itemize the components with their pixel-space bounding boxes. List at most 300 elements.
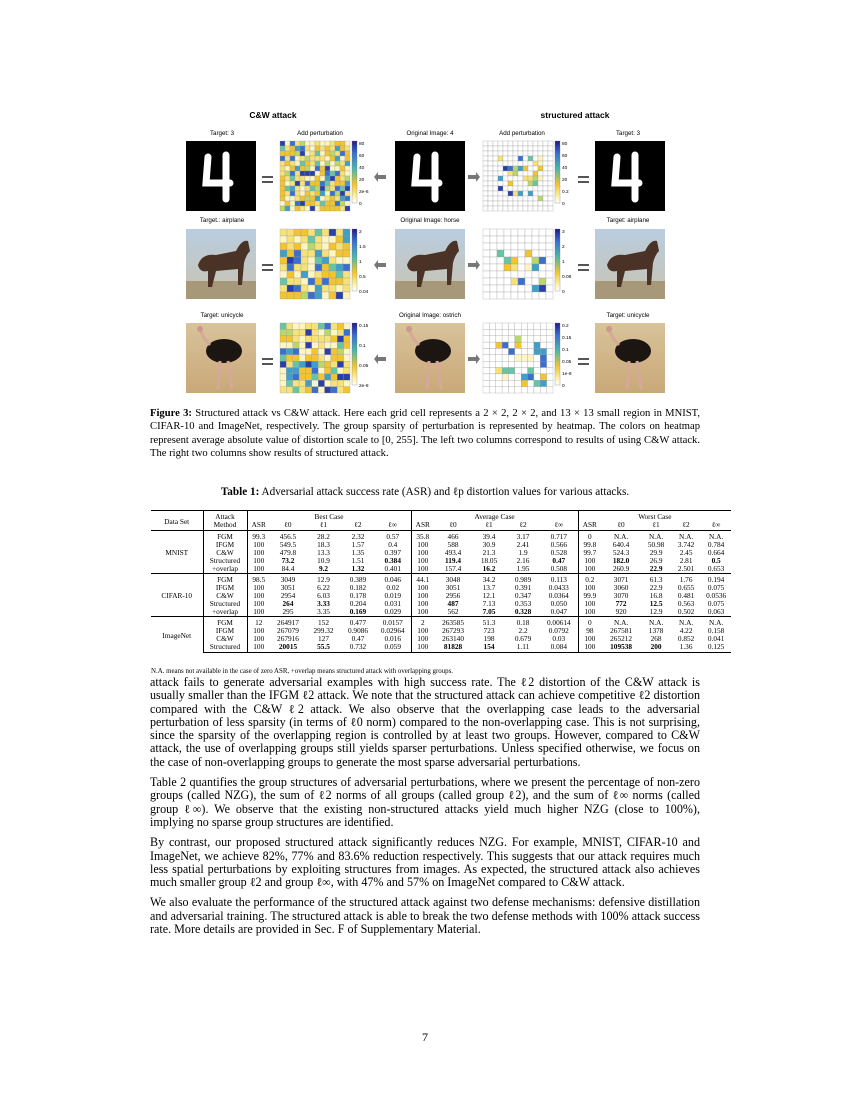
heatmap-cell <box>523 176 528 181</box>
heatmap-cell <box>335 201 340 206</box>
heatmap-cell <box>525 229 532 236</box>
heatmap-cell <box>518 151 523 156</box>
heatmap-cell <box>329 257 336 264</box>
value-cell: 100 <box>417 608 429 616</box>
heatmap-cell <box>280 146 285 151</box>
heatmap-cell <box>503 171 508 176</box>
heatmap-cell <box>299 348 305 354</box>
heatmap-cell <box>315 278 322 285</box>
heatmap-cell <box>320 161 325 166</box>
value-cell: 2954 <box>280 592 296 600</box>
heatmap-cell <box>293 368 299 374</box>
heatmap-cell <box>483 271 490 278</box>
heatmap-cell <box>518 161 523 166</box>
heatmap-cell <box>305 166 310 171</box>
heatmap-cell <box>315 141 320 146</box>
value-cell: 100 <box>253 635 265 643</box>
heatmap-cell <box>299 368 305 374</box>
table-row <box>151 549 731 557</box>
value-cell: 0.989 <box>506 574 540 585</box>
value-cell: 100 <box>411 643 434 653</box>
heatmap-cell <box>290 171 295 176</box>
heatmap-cell <box>548 171 553 176</box>
value-cell: 1.76 <box>671 574 701 585</box>
heatmap-cell <box>497 271 504 278</box>
value-cell: 263585 <box>434 617 472 628</box>
heatmap-cell <box>318 368 324 374</box>
heatmap-cell <box>508 380 514 386</box>
structured-heatmap <box>483 323 553 393</box>
heatmap-cell <box>322 292 329 299</box>
heatmap-cell <box>518 285 525 292</box>
heatmap-cell <box>515 329 521 335</box>
value-cell: 18.3 <box>317 541 330 549</box>
heatmap-cell <box>320 166 325 171</box>
value-cell: 100 <box>417 584 429 592</box>
figure-caption-label: Figure 3: <box>150 408 192 419</box>
value-cell: 0.00614 <box>540 617 578 628</box>
heatmap-cell <box>497 257 504 264</box>
heatmap-cell <box>345 141 350 146</box>
heatmap-cell <box>518 166 523 171</box>
heatmap-cell <box>538 166 543 171</box>
heatmap-cell <box>308 257 315 264</box>
heatmap-cell <box>340 156 345 161</box>
colorbar-tick-label: 0 <box>359 202 362 207</box>
figure-caption <box>150 407 700 461</box>
heatmap-cell <box>299 355 305 361</box>
heatmap-cell <box>528 348 534 354</box>
heatmap-cell <box>539 250 546 257</box>
value-cell: 0.0364 <box>540 592 578 600</box>
heatmap-cell <box>305 361 311 367</box>
value-cell: 100 <box>417 557 429 565</box>
imagenet-group <box>151 617 731 653</box>
heatmap-cell <box>331 355 337 361</box>
value-cell: 100 <box>578 643 601 653</box>
value-cell: 4.22 <box>679 627 693 635</box>
heatmap-cell <box>280 285 287 292</box>
heatmap-cell <box>331 380 337 386</box>
heatmap-cell <box>322 243 329 250</box>
heatmap-cell <box>300 191 305 196</box>
heatmap-cell <box>543 191 548 196</box>
value-cell: 588 <box>447 541 459 549</box>
heatmap-cell <box>305 151 310 156</box>
heatmap-cell <box>498 151 503 156</box>
heatmap-cell <box>534 374 540 380</box>
heatmap-cell <box>325 374 331 380</box>
heatmap-cell <box>312 342 318 348</box>
heatmap-cell <box>280 171 285 176</box>
value-cell: 100 <box>417 627 429 635</box>
th-col: ℓ0 <box>601 521 641 531</box>
value-cell: 562 <box>447 608 459 616</box>
heatmap-cell <box>547 368 553 374</box>
heatmap-cell <box>294 271 301 278</box>
heatmap-cell <box>315 186 320 191</box>
heatmap-cell <box>299 361 305 367</box>
heatmap-cell <box>547 374 553 380</box>
value-cell: 0.075 <box>707 600 725 608</box>
heatmap-cell <box>280 250 287 257</box>
heatmap-cell <box>305 368 311 374</box>
paragraph-2: Table 2 quantifies the group structures of adversarial perturbations, where we present the percentage of non-zero groups (called NZG), the sum of ℓ2 norms of all groups (called group ℓ2), and the sum of ℓ∞ norms (called group ℓ∞). We observe that the existing non-structured attacks yield much higher NZG (close to 100%), implying no sparse group structures are identified. <box>150 775 700 829</box>
heatmap-cell <box>528 146 533 151</box>
heatmap-cell <box>503 146 508 151</box>
heatmap-cell <box>511 292 518 299</box>
heatmap-cell <box>295 191 300 196</box>
heatmap-cell <box>344 342 350 348</box>
heatmap-cell <box>315 166 320 171</box>
heatmap-cell <box>518 257 525 264</box>
heatmap-cell <box>294 292 301 299</box>
value-cell: 0.391 <box>514 584 532 592</box>
heatmap-cell <box>295 176 300 181</box>
heatmap-cell <box>337 361 343 367</box>
value-cell: 0.328 <box>514 608 532 616</box>
value-cell: 0.047 <box>540 608 578 617</box>
value-cell: 73.2 <box>281 557 295 565</box>
value-cell: 260.9 <box>612 565 630 573</box>
heatmap-cell <box>540 368 546 374</box>
heatmap-cell <box>335 206 340 211</box>
heatmap-cell <box>504 257 511 264</box>
heatmap-cell <box>331 368 337 374</box>
heatmap-cell <box>493 181 498 186</box>
heatmap-cell <box>293 342 299 348</box>
th-worst-case <box>578 511 731 522</box>
cw-heatmap <box>280 229 350 299</box>
structured-attack-header: structured attack <box>540 110 610 120</box>
value-cell: 100 <box>253 557 265 565</box>
value-cell: 268 <box>650 635 662 643</box>
equals-icon <box>578 363 589 365</box>
value-cell: 99.3 <box>247 531 270 542</box>
colorbar-gradient <box>352 323 357 385</box>
heatmap-cell <box>340 201 345 206</box>
heatmap-cell <box>533 181 538 186</box>
heatmap-cell <box>285 146 290 151</box>
row3-orig-image <box>395 323 465 393</box>
value-cell: 2.81 <box>679 557 693 565</box>
heatmap-cell <box>312 348 318 354</box>
heatmap-cell <box>539 243 546 250</box>
heatmap-cell <box>518 146 523 151</box>
heatmap-cell <box>540 380 546 386</box>
heatmap-cell <box>508 191 513 196</box>
heatmap-cell <box>286 348 292 354</box>
heatmap-cell <box>528 161 533 166</box>
heatmap-cell <box>543 171 548 176</box>
heatmap-cell <box>305 191 310 196</box>
heatmap-cell <box>540 355 546 361</box>
value-cell: 0.03 <box>540 635 578 643</box>
value-cell: 2.41 <box>516 541 530 549</box>
heatmap-cell <box>305 329 311 335</box>
colorbar-tick-label: 0.15 <box>562 336 572 341</box>
heatmap-cell <box>285 156 290 161</box>
colorbar-tick-label: 0.08 <box>562 275 572 280</box>
row1-add-left-label: Add perturbation <box>297 130 343 137</box>
th-average-case-label: Average Case <box>434 512 554 521</box>
heatmap-cell <box>490 229 497 236</box>
value-cell: N.A. <box>641 617 671 628</box>
heatmap-cell <box>290 151 295 156</box>
table-caption <box>150 486 700 498</box>
row2-left-label: Target.: airplane <box>199 217 245 224</box>
heatmap-cell <box>508 146 513 151</box>
heatmap-cell <box>483 336 489 342</box>
heatmap-cell <box>489 368 495 374</box>
heatmap-cell <box>546 271 553 278</box>
value-cell: 100 <box>253 608 265 616</box>
heatmap-cell <box>528 329 534 335</box>
heatmap-cell <box>528 141 533 146</box>
value-cell: 100 <box>253 584 265 592</box>
heatmap-cell <box>483 380 489 386</box>
value-cell: 2.45 <box>679 549 693 557</box>
heatmap-cell <box>280 151 285 156</box>
heatmap-cell <box>286 368 292 374</box>
heatmap-cell <box>320 196 325 201</box>
value-cell: 0.050 <box>540 600 578 608</box>
heatmap-cell <box>305 156 310 161</box>
value-cell: 51.3 <box>472 617 506 628</box>
heatmap-cell <box>343 264 350 271</box>
heatmap-cell <box>301 278 308 285</box>
heatmap-cell <box>548 186 553 191</box>
heatmap-cell <box>315 196 320 201</box>
arrow-right-icon <box>468 354 480 364</box>
equals-icon <box>578 264 589 266</box>
value-cell: 200 <box>641 643 671 653</box>
heatmap-cell <box>318 329 324 335</box>
value-cell: 0.563 <box>677 600 695 608</box>
heatmap-cell <box>513 206 518 211</box>
heatmap-cell <box>503 141 508 146</box>
row2-left-image <box>186 229 256 299</box>
value-cell: 182.0 <box>612 557 630 565</box>
heatmap-cell <box>300 171 305 176</box>
paragraph-3: By contrast, our proposed structured attack significantly reduces NZG. For example, MNIST, CIFAR-10 and ImageNet, we achieve 82%, 77% and 83.6% reduction respectively. This suggests that our attack requires much less spatial perturbations by exploiting structures from images. As expected, the structured attack also achieves much smaller group ℓ2 and group ℓ∞, with 47% and 57% on ImageNet compared to C&W attack. <box>150 835 700 890</box>
heatmap-cell <box>532 250 539 257</box>
value-cell: 456.5 <box>270 531 306 542</box>
heatmap-cell <box>540 336 546 342</box>
heatmap-cell <box>539 278 546 285</box>
heatmap-cell <box>518 141 523 146</box>
heatmap-cell <box>343 229 350 236</box>
value-cell: 22.9 <box>649 565 663 573</box>
method-cell: Structured <box>203 557 247 565</box>
heatmap-cell <box>280 329 286 335</box>
heatmap-cell <box>299 329 305 335</box>
heatmap-cell <box>325 186 330 191</box>
colorbar-tick-label: 3 <box>562 230 565 235</box>
value-cell: 2.2 <box>518 627 528 635</box>
heatmap-cell <box>503 201 508 206</box>
heatmap-cell <box>331 323 337 329</box>
heatmap-cell <box>540 361 546 367</box>
heatmap-cell <box>293 336 299 342</box>
colorbar-tick-label: 80 <box>562 142 568 147</box>
heatmap-cell <box>305 186 310 191</box>
heatmap-cell <box>336 243 343 250</box>
heatmap-cell <box>508 329 514 335</box>
heatmap-cell <box>502 336 508 342</box>
heatmap-cell <box>280 181 285 186</box>
heatmap-cell <box>315 181 320 186</box>
heatmap-cell <box>513 161 518 166</box>
heatmap-cell <box>305 355 311 361</box>
heatmap-cell <box>336 278 343 285</box>
value-cell: 2.16 <box>516 557 530 565</box>
heatmap-cell <box>511 271 518 278</box>
heatmap-cell <box>483 348 489 354</box>
heatmap-cell <box>280 264 287 271</box>
heatmap-cell <box>325 201 330 206</box>
heatmap-cell <box>325 156 330 161</box>
heatmap-cell <box>287 243 294 250</box>
colorbar-tick-label: 60 <box>359 154 365 159</box>
colorbar-tick-label: 2 <box>359 230 362 235</box>
heatmap-cell <box>525 243 532 250</box>
heatmap-cell <box>496 323 502 329</box>
th-best-case-label: Best Case <box>275 512 384 521</box>
heatmap-cell <box>521 374 527 380</box>
cw-heatmap <box>280 323 350 393</box>
value-cell: 2.501 <box>677 565 695 573</box>
heatmap-cell <box>504 292 511 299</box>
heatmap-cell <box>345 166 350 171</box>
value-cell: 35.8 <box>411 531 434 542</box>
heatmap-cell <box>496 342 502 348</box>
heatmap-cell <box>513 196 518 201</box>
heatmap-cell <box>538 141 543 146</box>
equals-icon <box>578 181 589 183</box>
heatmap-cell <box>508 368 514 374</box>
heatmap-cell <box>498 186 503 191</box>
value-cell: N.A. <box>671 531 701 542</box>
value-cell: 18.05 <box>480 557 498 565</box>
value-cell: 44.1 <box>411 574 434 585</box>
heatmap-cell <box>528 323 534 329</box>
heatmap-cell <box>489 355 495 361</box>
table-caption-text: Adversarial attack success rate (ASR) and ℓp distortion values for various attacks. <box>261 486 630 498</box>
heatmap-cell <box>518 292 525 299</box>
equals-icon <box>262 264 273 266</box>
heatmap-cell <box>488 156 493 161</box>
th-col: ASR <box>578 521 601 531</box>
value-cell: 0.353 <box>514 600 532 608</box>
value-cell: 100 <box>417 635 429 643</box>
heatmap-cell <box>493 161 498 166</box>
heatmap-cell <box>504 271 511 278</box>
heatmap-cell <box>301 243 308 250</box>
arrow-left-icon <box>374 260 386 270</box>
value-cell: 1.35 <box>351 549 365 557</box>
heatmap-cell <box>518 201 523 206</box>
heatmap-cell <box>280 361 286 367</box>
heatmap-cell <box>294 243 301 250</box>
value-cell: 100 <box>253 592 265 600</box>
value-cell: 2 <box>411 617 434 628</box>
value-cell: 100 <box>417 541 429 549</box>
colorbar-gradient <box>352 229 357 291</box>
row1-add-right-label: Add perturbation <box>499 130 545 137</box>
heatmap-cell <box>293 348 299 354</box>
table-caption-label: Table 1: <box>220 486 260 498</box>
heatmap-cell <box>513 186 518 191</box>
heatmap-cell <box>532 257 539 264</box>
heatmap-cell <box>305 201 310 206</box>
heatmap-cell <box>489 323 495 329</box>
value-cell: 0.059 <box>375 643 411 653</box>
heatmap-cell <box>528 186 533 191</box>
heatmap-cell <box>330 196 335 201</box>
th-col: ℓ0 <box>434 521 472 531</box>
heatmap-cell <box>543 206 548 211</box>
heatmap-cell <box>483 292 490 299</box>
heatmap-cell <box>533 191 538 196</box>
heatmap-cell <box>525 257 532 264</box>
heatmap-cell <box>540 323 546 329</box>
heatmap-cell <box>310 206 315 211</box>
heatmap-cell <box>340 206 345 211</box>
heatmap-cell <box>496 387 502 393</box>
heatmap-cell <box>528 171 533 176</box>
heatmap-cell <box>287 257 294 264</box>
heatmap-cell <box>513 156 518 161</box>
heatmap-cell <box>498 141 503 146</box>
heatmap-cell <box>515 342 521 348</box>
value-cell: 20015 <box>270 643 306 653</box>
heatmap-cell <box>483 329 489 335</box>
heatmap-cell <box>329 236 336 243</box>
heatmap-cell <box>301 285 308 292</box>
heatmap-cell <box>513 191 518 196</box>
colorbar-tick-label: 0 <box>562 384 565 389</box>
heatmap-cell <box>325 380 331 386</box>
value-cell: 61.3 <box>641 574 671 585</box>
heatmap-cell <box>308 278 315 285</box>
heatmap-cell <box>305 348 311 354</box>
heatmap-cell <box>540 342 546 348</box>
heatmap-cell <box>305 141 310 146</box>
heatmap-cell <box>498 191 503 196</box>
heatmap-cell <box>335 186 340 191</box>
heatmap-cell <box>345 146 350 151</box>
heatmap-cell <box>320 206 325 211</box>
heatmap-cell <box>532 229 539 236</box>
heatmap-cell <box>518 156 523 161</box>
heatmap-cell <box>502 387 508 393</box>
heatmap-cell <box>528 156 533 161</box>
heatmap-cell <box>532 243 539 250</box>
heatmap-cell <box>515 387 521 393</box>
heatmap-cell <box>532 236 539 243</box>
paragraph-1: attack fails to generate adversarial examples with high success rate. The ℓ2 distortion of the C&W attack is usually smaller than the IFGM ℓ2 attack. We note that the structured attack can achieve competitive ℓ2 distortion compared with the C&W ℓ2 attack. We also observe that the overlapping case leads to the adversarial perturbation of less sparsity (in terms of ℓ0 norm) compared to the non-overlapping case. This is not surprising, since the sparsity of the overlapping region is controlled by at least two groups. However, compared to C&W attack, the use of overlapping groups still yields sparser perturbations. Unless specified otherwise, we focus on the case of non-overlapping groups to generate the most sparse adversarial perturbations. <box>150 675 700 769</box>
heatmap-cell <box>305 387 311 393</box>
structured-colorbar <box>555 323 572 389</box>
heatmap-cell <box>511 285 518 292</box>
heatmap-cell <box>521 323 527 329</box>
heatmap-cell <box>513 151 518 156</box>
th-method: Method <box>203 521 247 531</box>
value-cell: 0.204 <box>349 600 367 608</box>
cw-attack-header: C&W attack <box>249 110 297 120</box>
value-cell: 0.063 <box>707 608 725 616</box>
